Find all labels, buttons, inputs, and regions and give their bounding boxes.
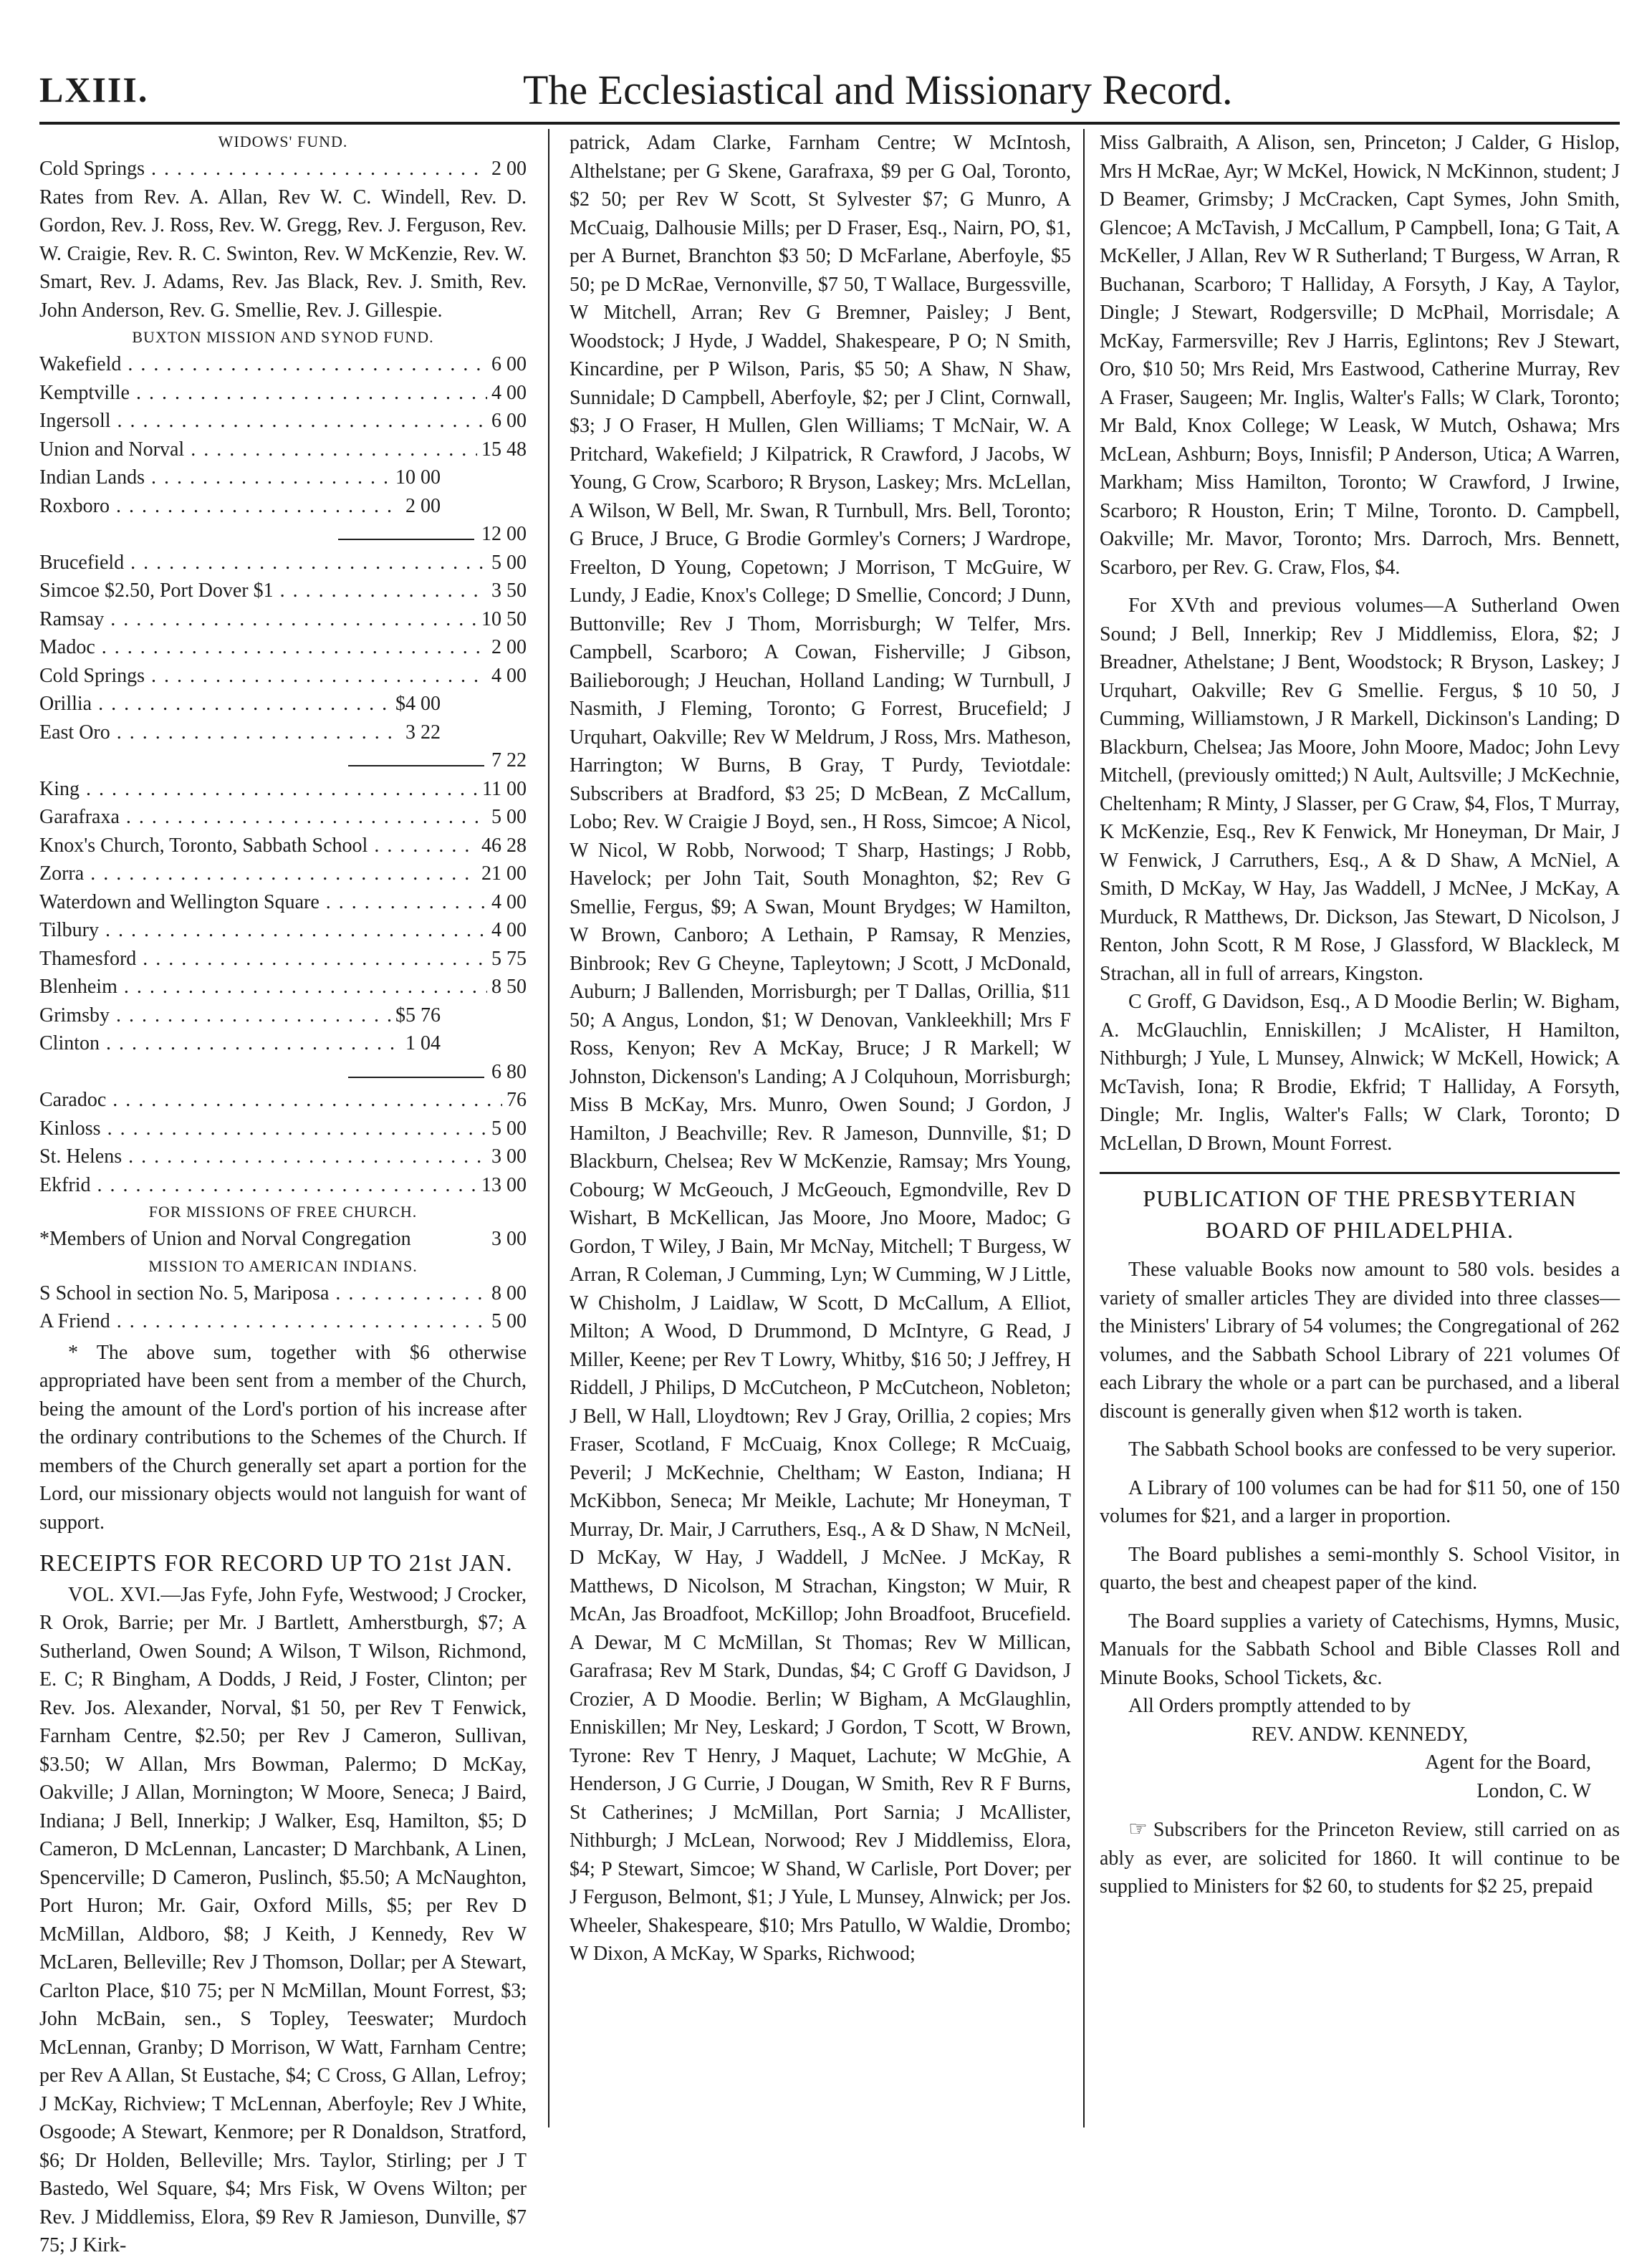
- ledger-row: [39, 1029, 527, 1058]
- column-left: [39, 129, 527, 2260]
- spacer: [1100, 1464, 1620, 1474]
- ledger-amount: 2 00: [491, 636, 527, 658]
- ledger-label: Kemptville . . .: [39, 379, 487, 408]
- signature-role: Agent for the Board,: [1425, 1751, 1591, 1774]
- ledger-row: [39, 1086, 527, 1115]
- spacer: [1100, 1531, 1620, 1541]
- ledger-label: Orillia . . .: [39, 690, 391, 718]
- ledger-row: [39, 605, 527, 634]
- ledger-label: S School in section No. 5, Mariposa . . .: [39, 1279, 487, 1308]
- widows-fund-list: [39, 155, 527, 183]
- subtotal-amount: 6 80: [491, 1060, 527, 1083]
- widows-fund-rates: Rates from Rev. A. Allan, Rev W. C. Windell, Rev. D. Gordon, Rev. J. Ross, Rev. W. Gregg, Rev. J. Ferguson, Rev. W. Craigie, Rev. R. C. Swinton, Rev. W McKenzie, Rev. W. Smart, Rev. J. Adams, Rev. Jas Black, Rev. J. Smith, Rev. John Anderson, Rev. G. Smellie, Rev. J. Gillespie.: [39, 186, 527, 322]
- column-right: [1100, 129, 1620, 1901]
- ledger-amount: 11 00: [482, 777, 527, 800]
- ledger-row: [39, 492, 527, 521]
- subtotal-rule: [348, 765, 484, 766]
- free-church-heading: FOR MISSIONS OF FREE CHURCH.: [148, 1203, 418, 1221]
- ledger-row: [39, 718, 527, 747]
- subtotal-amount: 7 22: [491, 749, 527, 771]
- ledger-label: Madoc . . .: [39, 633, 487, 662]
- ledger-row: [39, 1143, 527, 1171]
- ledger-amount: 3 00: [491, 1228, 527, 1250]
- ledger-row: [39, 803, 527, 832]
- ledger-row: [39, 1171, 527, 1200]
- ledger-amount: 5 00: [491, 551, 527, 574]
- buxton-fund-heading: BUXTON MISSION AND SYNOD FUND.: [132, 328, 434, 346]
- ledger-amount: $4 00: [395, 693, 441, 715]
- ledger-label: Simcoe $2.50, Port Dover $1 . . .: [39, 577, 487, 605]
- ledger-label: A Friend . . .: [39, 1307, 487, 1336]
- ledger-amount: 5 00: [491, 806, 527, 828]
- buxton-fund-list-1: [39, 350, 527, 520]
- publication-para-1: These valuable Books now amount to 580 vols. besides a variety of smaller articles They are divided into three classes—the Ministers' Library of 54 volumes; the Congregational of 262 volumes, and the Sabbath School Library of 221 volumes Of each Library the whole or a part can be purchased, and a liberal discount is generally given when $12 worth is taken.: [1100, 1259, 1620, 1423]
- ledger-amount: 10 00: [395, 466, 441, 489]
- ledger-row: [39, 155, 527, 183]
- ledger-row: [39, 888, 527, 917]
- spacer: [1100, 582, 1620, 592]
- ledger-amount: 4 00: [491, 890, 527, 913]
- ledger-row: [39, 1115, 527, 1143]
- header-rule: [39, 122, 1620, 125]
- subtotal-row: [39, 746, 527, 775]
- ledger-label: Clinton . . .: [39, 1029, 401, 1058]
- widows-fund-heading: WIDOWS' FUND.: [218, 133, 348, 150]
- ledger-amount: 5 00: [491, 1310, 527, 1332]
- princeton-text: Subscribers for the Princeton Review, still carried on as ably as ever, are solicited for 1860. It will continue to be supplied to Ministers for $2 60, to students for $2 25, prepaid: [1100, 1819, 1620, 1898]
- signature-place: London, C. W: [1476, 1779, 1591, 1802]
- ledger-row: [39, 1001, 527, 1030]
- subtotal-rule: [338, 539, 474, 540]
- publication-para-5: The Board supplies a variety of Catechisms, Hymns, Music, Manuals for the Sabbath School and Bible Classes Roll and Minute Books, School Tickets, &c.: [1100, 1610, 1620, 1689]
- ledger-amount: 4 00: [491, 664, 527, 687]
- receipts-continued-3: C Groff, G Davidson, Esq., A D Moodie Berlin; W. Bigham, A. McGlauchlin, Enniskillen; J McAlister, H Hamilton, Nithburgh; J Yule, L Munsey, Alnwick; W McKell, Howick; A McTavish, Iona; R Brodie, Ekfrid; T Halliday, A Forsyth, Dingle; Mr. Inglis, Walter's Falls; W Clark, Toronto; D McLellan, D Brown, Mount Forrest.: [1100, 991, 1620, 1155]
- ledger-label: Grimsby . . .: [39, 1001, 391, 1030]
- ledger-amount: 76: [506, 1089, 527, 1111]
- ledger-amount: 3 50: [491, 580, 527, 602]
- ledger-amount: 4 00: [491, 381, 527, 404]
- ledger-amount: 5 00: [491, 1117, 527, 1140]
- ledger-label: Caradoc . . .: [39, 1086, 502, 1115]
- previous-volumes: For XVth and previous volumes—A Sutherland Owen Sound; J Bell, Innerkip; Rev J Middlemiss, Elora, $2; J Breadner, Athelstane; J Bent, Woodstock; R Bryson, Laskey; J Urquhart, Oakville; Rev G Smellie. Fergus, $ 10 50, J Cumming, Williamstown, J R Markell, Dickinson's Landing; D Blackburn, Chelsea; Jas Moore, John Moore, Madoc; John Levy Mitchell, (previously omitted;) N Ault, Aultsville; J McKechnie, Cheltenham; R Minty, J Slasser, per G Craw, $4, Flos, T Murray, K McKenzie, Esq., Rev K Fenwick, Mr Honeyman, Dr Mair, J W Fenwick, J Carruthers, Esq., A & D Shaw, A McNiel, A Smith, D McKay, W Hay, Jas Waddell, J McNee, J McKay, A Murduck, R Matthews, Dr. Dickson, Jas Stewart, D Nicolson, J Renton, John Scott, R M Rose, J Glassford, W Blackleck, M Strachan, all in full of arrears, Kingston.: [1100, 595, 1620, 985]
- ledger-row: [39, 407, 527, 436]
- ledger-label: King . . .: [39, 775, 478, 804]
- ledger-label: Ingersoll . . .: [39, 407, 487, 436]
- subtotal-row: [39, 520, 527, 549]
- ledger-label: Brucefield . . .: [39, 549, 487, 577]
- ledger-row: [39, 690, 527, 718]
- page-folio: LXIII.: [39, 69, 149, 110]
- ledger-amount: $5 76: [395, 1004, 441, 1026]
- ledger-label: Zorra . . .: [39, 860, 477, 888]
- buxton-fund-list-2: [39, 549, 527, 747]
- ledger-amount: 46 28: [481, 834, 527, 857]
- receipts-heading: RECEIPTS FOR RECORD UP TO 21st JAN.: [39, 1550, 513, 1577]
- american-indians-list: [39, 1279, 527, 1336]
- ledger-amount: 10 50: [481, 607, 527, 630]
- subtotal-rule: [348, 1077, 484, 1078]
- ledger-label: Tilbury . . .: [39, 916, 487, 945]
- ledger-label: Blenheim . . .: [39, 973, 487, 1001]
- ledger-label: Wakefield . . .: [39, 350, 487, 379]
- ledger-row: [39, 577, 527, 605]
- publication-para-2: The Sabbath School books are confessed to be very superior.: [1128, 1438, 1617, 1461]
- ledger-label: *Members of Union and Norval Congregation: [39, 1228, 411, 1250]
- spacer: [1100, 1425, 1620, 1436]
- ledger-row: [39, 662, 527, 691]
- publication-para-6: All Orders promptly attended to by: [1128, 1695, 1411, 1717]
- ledger-label: Waterdown and Wellington Square . . .: [39, 888, 487, 917]
- ledger-label: Thamesford . . .: [39, 945, 487, 973]
- ledger-label: Roxboro . . .: [39, 492, 401, 521]
- princeton-notice: [1100, 1815, 1620, 1901]
- ledger-amount: 3 22: [405, 721, 441, 744]
- ledger-amount: 13 00: [481, 1173, 527, 1196]
- ledger-amount: 5 75: [491, 947, 527, 970]
- publication-para-3: A Library of 100 volumes can be had for $11 50, one of 150 volumes for $21, and a larger in proportion.: [1100, 1476, 1620, 1527]
- column-rule-1: [548, 129, 549, 2127]
- ledger-row: [39, 633, 527, 662]
- publication-para-4: The Board publishes a semi-monthly S. School Visitor, in quarto, the best and cheapest paper of the kind.: [1100, 1543, 1620, 1594]
- spacer: [1100, 1597, 1620, 1607]
- ledger-row: [39, 463, 527, 492]
- publication-heading: PUBLICATION OF THE PRESBYTERIAN BOARD OF PHILADELPHIA.: [1100, 1172, 1620, 1246]
- ledger-row: [39, 1279, 527, 1308]
- ledger-amount: 2 00: [491, 158, 527, 180]
- journal-title: The Ecclesiastical and Missionary Record.: [523, 67, 1233, 113]
- ledger-label: Kinloss . . .: [39, 1115, 487, 1143]
- ledger-amount: 3 00: [491, 1145, 527, 1168]
- subtotal-amount: 12 00: [481, 523, 527, 545]
- ledger-label: Ramsay . . .: [39, 605, 477, 634]
- ledger-row: [39, 350, 527, 379]
- ledger-label: Cold Springs . . .: [39, 662, 487, 691]
- ledger-amount: 1 04: [405, 1032, 441, 1054]
- ledger-row: [39, 973, 527, 1001]
- ledger-row: [39, 775, 527, 804]
- ledger-label: Ekfrid . . .: [39, 1171, 477, 1200]
- column-middle: [570, 129, 1071, 1968]
- ledger-amount: 4 00: [491, 919, 527, 941]
- ledger-row: [39, 1225, 527, 1254]
- ledger-label: Garafraxa . . .: [39, 803, 487, 832]
- buxton-fund-list-3: [39, 775, 527, 1058]
- subtotal-row: [39, 1058, 527, 1087]
- ledger-amount: 6 00: [491, 353, 527, 375]
- ledger-label: Union and Norval . . .: [39, 436, 477, 464]
- receipts-continued: patrick, Adam Clarke, Farnham Centre; W McIntosh, Althelstane; per G Skene, Garafraxa, $9 per G Oal, Toronto, $2 50; per Rev W Scott, St Sylvester $7; G Munro, A McCuaig, Dalhousie Mills; per D Fraser, Esq., Nairn, PO, $1, per A Burnet, Branchton $3 50; D McFarlane, Aberfoyle, $5 50; pe D McRae, Vernonville, $7 50, T Wallace, Burgessville, W Mitchell, Arran; Rev G Bremner, Paisley; J Bent, Woodstock; J Hyde, J Waddel, Shakespeare, P O; N Smith, Kincardine, per P Wilson, Paris, $5 50; A Shaw, N Shaw, Sunnidale; D Campbell, Aberfoyle, $2; per J Clint, Cornwall, $3; J O Fraser, H Mullen, Glen Williams; T McNair, W. A Pritchard, Wakefield; J Kilpatrick, R Crawford, J Jacobs, W Young, G Crow, Scarboro; R Bryson, Laskey; Mrs. McLellan, A Wilson, W Bell, Mr. Swan, R Turnbull, Mrs. Bell, Toronto; G Bruce, J Bruce, G Brodie Gormley's Corners; J Wardrope, Freelton, D Young, Copetown; J Morrison, T McGuire, W Lundy, J Eadie, Knox's College; D Smellie, Concord; J Dunn, Buttonville; Rev J Thom, Morrisburgh; W Telfer, Mrs. Campbell, Scarboro; A Cowan, Fisherville; J Gibson, Bailieborough; J Heuchan, Holland Landing; W Turnbull, J Nasmith, J Fleming, Toronto; G Forrest, Brucefield; J Urquhart, Oakville; Rev W Meldrum, J Ross, Mrs. Matheson, Harrington; W Burns, B Gray, T Purdy, Teviotdale: Subscribers at Bradford, $3 25; D McBean, Z McCallum, Lobo; Rev. W Craigie J Boyd, sen., H Ross, Simcoe; A Nicol, W Nicol, W Robb, Norwood; T Sharp, Hastings; J Robb, Havelock; per John Tait, South Monaghton, $2; Rev G Smellie, Fergus, $9; A Swan, Mount Brydges; W Hamilton, W Brown, Canboro; A Lethain, P Ramsay, R Menzies, Binbrook; Rev G Cheyne, Tapleytown; J Scott, J McDonald, Auburn; J Ballenden, Morrisburgh; per T Dallas, Orillia, $11 50; A Angus, London, $1; W Denovan, Vankleekhill; Mrs F Ross, Kenyon; Rev A McKay, Bruce; J R Markell; W Johnston, Dickenson's Landing; A J Colquhoun, Morrisburgh; Miss B McKay, Mrs. Munro, Owen Sound; J Gordon, J Hamilton, J Beachville; Rev. R Jameson, Dunnville, $1; D Blackburn, Chelsea; Rev W McKenzie, Ramsay; Mrs Young, Cobourg; W McGeouch, J McGeouch, Egmondville, Rev D Wishart, B McKellican, Jas Moore, Jno Moore, Madoc; G Gordon, T Wiley, J Bain, Mr McNay, Mitchell; T Burgess, W Arran, R Coleman, J Cumming, Lyn; W Cumming, W J Little, W Chisholm, J Laidlaw, W Scott, D McCallum, A Elliot, Milton; A Wood, D Drummond, D McIntyre, G Read, J Miller, Keene; per Rev T Lowry, Whitby, $16 50; J Jeffrey, H Riddell, J Philips, D McCutcheon, P McCutcheon, Nobleton; J Bell, W Hall, Lloydtown; Rev J Gray, Orillia, 2 copies; Mrs Fraser, Scotland, F McCuaig, Knox College; R McCuaig, Peveril; J McKechnie, Cheltham; W Easton, Indiana; H McKibbon, Seneca; Mr Meikle, Lachute; Mr Honeyman, T Murray, Dr. Mair, J Carruthers, Esq., A & D Shaw, N McNeil, D McKay, W Hay, J Waddell, J McNee. J McKay, R Matthews, D Nicolson, M Strachan, Kingston; W Muir, R McAn, Jas Broadfoot, McKillop; John Broadfoot, Brucefield. A Dewar, M C McMillan, St Thomas; Rev W Millican, Garafrasa; Rev M Stark, Dundas, $4; C Groff G Davidson, J Crozier, A D Moodie. Berlin; W Bigham, A McGlaughlin, Enniskillen; Mr Ney, Leskard; J Gordon, T Scott, W Brown, Tyrone: Rev T Henry, J Maquet, Lachute; W McGhie, A Henderson, J G Currie, J Dougan, W Smith, Rev R F Burns, St Catherines; J McMillan, Port Sarnia; J McAllister, Nithburgh; J McLean, Norwood; Rev J Middlemiss, Elora, $4; P Stewart, Simcoe; W Shand, W Carlisle, Port Dover; per J Ferguson, Belmont, $1; J Yule, L Munsey, Alnwick; per Jos. Wheeler, Shakespeare, $10; Mrs Patullo, W Waldie, Drombo; W Dixon, A McKay, W Sparks, Richwood;: [570, 132, 1071, 1965]
- ledger-row: [39, 379, 527, 408]
- ledger-row: [39, 436, 527, 464]
- ledger-amount: 8 50: [491, 976, 527, 998]
- buxton-fund-list-4: [39, 1086, 527, 1199]
- spacer: [1100, 1805, 1620, 1815]
- pointing-hand-icon: ☞: [1128, 1817, 1148, 1841]
- signature-name: REV. ANDW. KENNEDY,: [1251, 1723, 1469, 1746]
- ledger-label: St. Helens . . .: [39, 1143, 487, 1171]
- column-rule-2: [1083, 129, 1085, 2127]
- ledger-row: [39, 549, 527, 577]
- receipts-continued-2: Miss Galbraith, A Alison, sen, Princeton; J Calder, G Hislop, Mrs H McRae, Ayr; W McKel, Howick, N McKinnon, student; J D Beamer, Grimsby; J McCracken, Capt Symes, John Smith, Glencoe; A McTavish, J McCallum, P Campbell, Iona; G Tait, A McKeller, J Allan, Rev W R Sutherland; T Burgess, W Arran, R Buchanan, Scarboro; T Halliday, A Forsyth, J Kay, A Taylor, Dingle; J Stewart, Rodgersville; D McPhail, Morrisdale; A McKay, Farmersville; Rev J Harris, Eglintons; Rev J Stewart, Oro, $10 50; Mrs Reid, Mrs Eastwood, Catherine Murray, Rev A Fraser, Saugeen; Mr. Inglis, Walter's Falls; W Clark, Toronto; Mr Bald, Knox College; W Leask, W Mutch, Oshawa; Mrs McLean, Ashburn; Boys, Innisfil; P Anderson, Utica; A Warren, Markham; Miss Hamilton, Toronto; W Crawford, J Irwine, Scarboro; R Houston, Erin; T Milne, Toronto. D. Campbell, Oakville; Mr. Mavor, Toronto; Mrs. Darroch, Mrs. Bennett, Scarboro, per Rev. G. Craw, Flos, $4.: [1100, 132, 1620, 579]
- ledger-label: Indian Lands . . .: [39, 463, 391, 492]
- ledger-amount: 2 00: [405, 494, 441, 517]
- ledger-amount: 15 48: [481, 438, 527, 461]
- american-indians-heading: MISSION TO AMERICAN INDIANS.: [148, 1256, 418, 1275]
- receipts-text: VOL. XVI.—Jas Fyfe, John Fyfe, Westwood; J Crocker, R Orok, Barrie; per Mr. J Bartlett, Amherstburgh, $7; A Sutherland, Owen Sound; A Wilson, T Wilson, Richmond, E. C; R Bingham, A Dodds, J Reid, J Foster, Clinton; per Rev. Jos. Alexander, Norval, $1 50, per Rev T Fenwick, Farnham Centre, $2.50; per Rev J Cameron, Sullivan, $3.50; W Allan, Mrs Bowman, Palermo; D McKay, Oakville; J Allan, Mornington; W Moore, Seneca; J Baird, Indiana; J Bell, Innerkip; J Walker, Esq, Hamilton, $5; D Cameron, D McLennan, Lancaster; D Marchbank, A Linen, Spencerville; D Cameron, Puslinch, $5.50; A McNaughton, Port Huron; Mr. Gair, Oxford Mills, $5; per Rev D McMillan, Aldboro, $8; J Keith, J Kennedy, Rev W McLaren, Belleville; Rev J Thomson, Dollar; per A Stewart, Carlton Place, $10 75; per N McMillan, Mount Forrest, $3; John McBain, sen., S Topley, Teeswater; Murdoch McLennan, Granby; D Morrison, W Watt, Farnham Centre; per Rev A Allan, St Eustache, $4; C Cross, G Allan, Lefroy; J McKay, Richview; T McLennan, Aberfoyle; Rev J White, Osgoode; A Stewart, Kenmore; per R Donaldson, Stratford, $6; Dr Holden, Belleville; Mrs. Taylor, Stirling; per J T Bastedo, Wel Square, $4; Mrs Fisk, W Ovens Wilton; per Rev. J Middlemiss, Elora, $9 Rev R Jamieson, Dunville, $7 75; J Kirk-: [39, 1583, 527, 2256]
- ledger-amount: 6 00: [491, 410, 527, 432]
- ledger-row: [39, 945, 527, 973]
- ledger-row: [39, 860, 527, 888]
- ledger-row: [39, 916, 527, 945]
- ledger-amount: 8 00: [491, 1282, 527, 1304]
- ledger-label: Cold Springs . . .: [39, 155, 487, 183]
- ledger-amount: 21 00: [481, 862, 527, 885]
- footnote: * The above sum, together with $6 otherwise appropriated have been sent from a member of the Church, being the amount of the Lord's portion of his increase after the ordinary contributions to the Schemes of the Church. If members of the Church generally set apart a portion for the Lord, our missionary objects would not languish for want of support.: [39, 1341, 527, 1534]
- ledger-label: Knox's Church, Toronto, Sabbath School . . .: [39, 832, 477, 860]
- ledger-label: East Oro . . .: [39, 718, 401, 747]
- ledger-row: [39, 1307, 527, 1336]
- ledger-row: [39, 832, 527, 860]
- spacer: [1100, 1246, 1620, 1256]
